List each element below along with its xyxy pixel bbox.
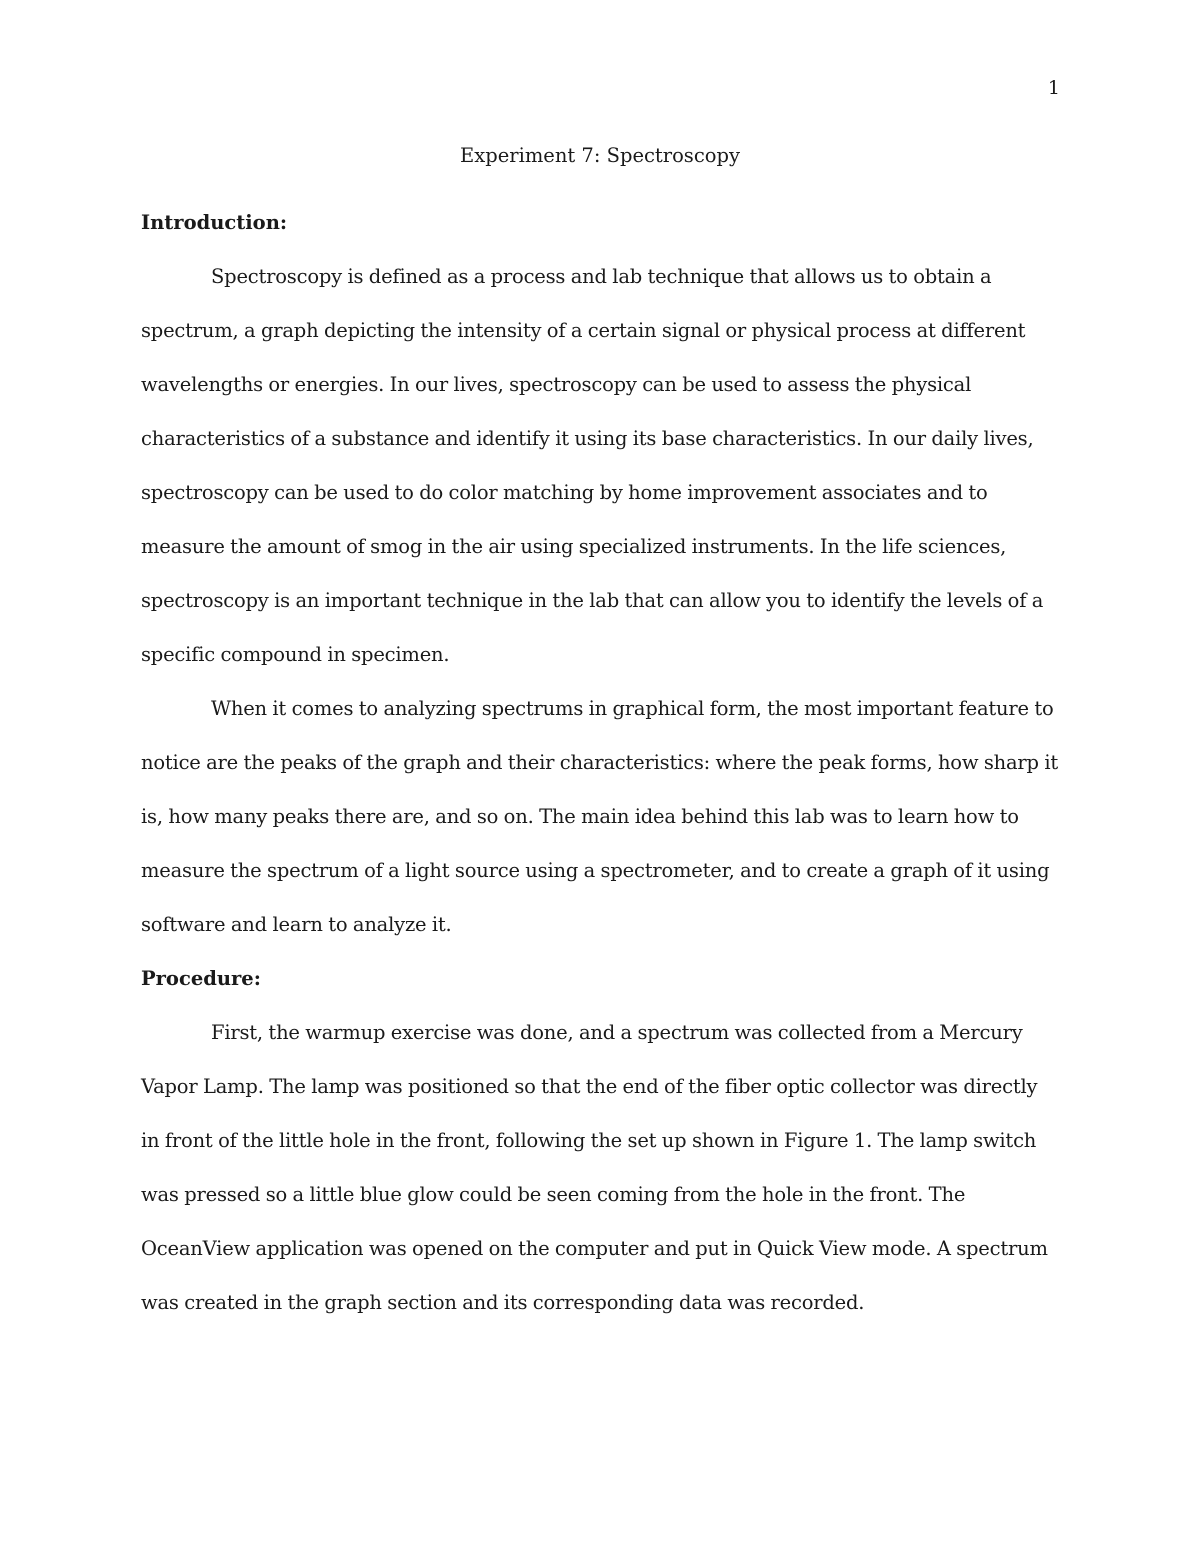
section-heading-introduction: Introduction:	[141, 211, 288, 234]
document-body	[141, 142, 1059, 1330]
intro-paragraph-2: When it comes to analyzing spectrums in graphical form, the most important feature to notice are the peaks of the graph and their characteristics: where the peak forms, how sharp it is, how many peaks there are, and so on. The main idea behind this lab was to learn how to measure the spectrum of a light source using a spectrometer, and to create a graph of it using software and learn to analyze it.	[141, 697, 1058, 936]
intro-paragraph-1: Spectroscopy is defined as a process and lab technique that allows us to obtain a spectrum, a graph depicting the intensity of a certain signal or physical process at different wavelengths or energies. In our lives, spectroscopy can be used to assess the physical characteristics of a substance and identify it using its base characteristics. In our daily lives, spectroscopy can be used to do color matching by home improvement associates and to measure the amount of smog in the air using specialized instruments. In the life sciences, spectroscopy is an important technique in the lab that can allow you to identify the levels of a specific compound in specimen.	[141, 265, 1044, 666]
document-title: Experiment 7: Spectroscopy	[460, 144, 740, 167]
procedure-paragraph-1: First, the warmup exercise was done, and a spectrum was collected from a Mercury Vapor Lamp. The lamp was positioned so that the end of the fiber optic collector was directly in front of the little hole in the front, following the set up shown in Figure 1. The lamp switch was pressed so a little blue glow could be seen coming from the hole in the front. The OceanView application was opened on the computer and put in Quick View mode. A spectrum was created in the graph section and its corresponding data was recorded.	[141, 1021, 1048, 1314]
section-introduction	[141, 196, 1059, 952]
section-procedure	[141, 952, 1059, 1330]
section-heading-procedure: Procedure:	[141, 967, 261, 990]
page-number: 1	[1047, 77, 1060, 99]
